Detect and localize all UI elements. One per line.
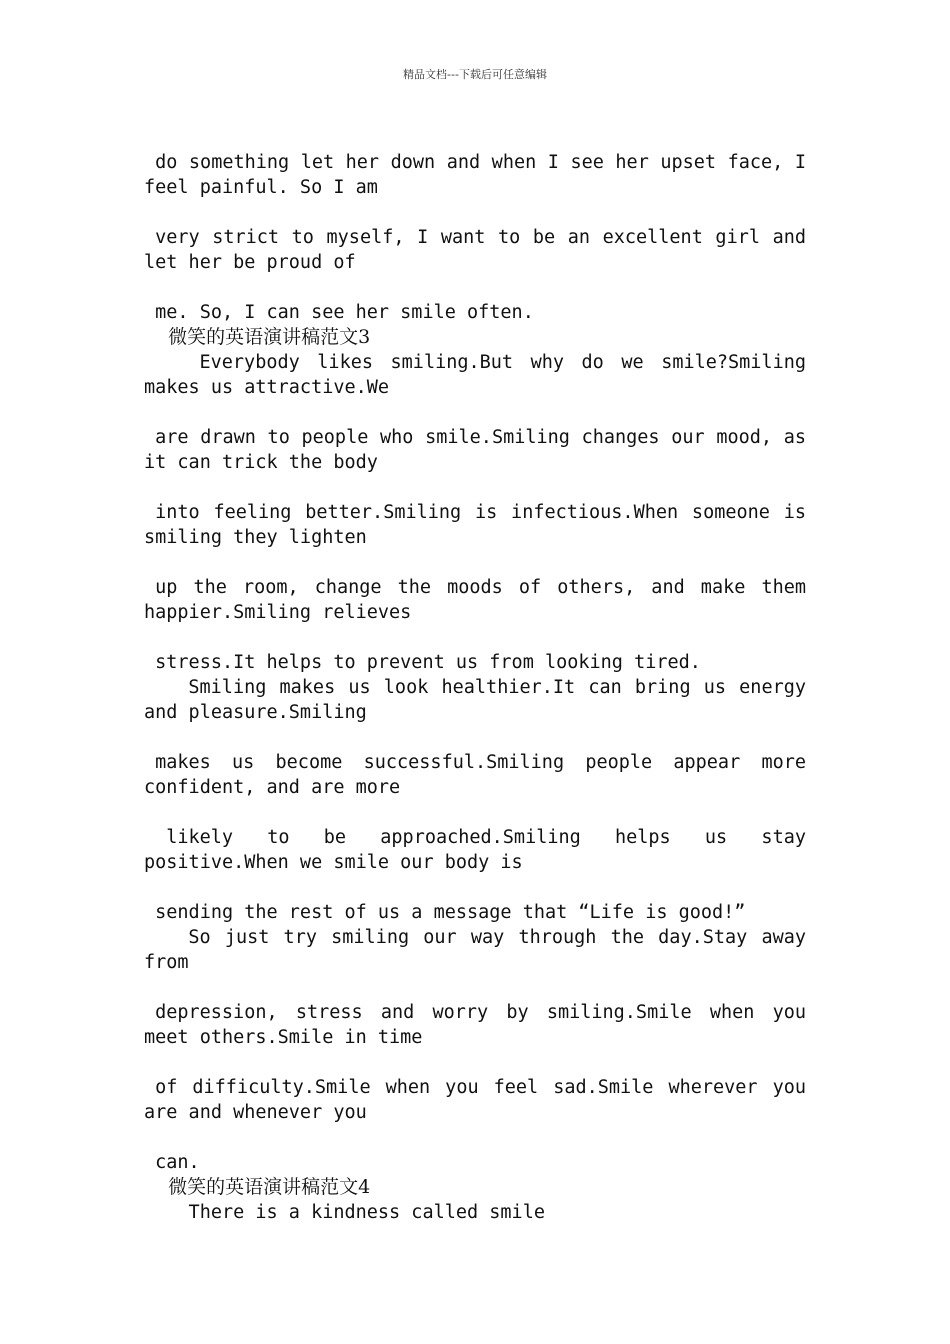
paragraph (144, 1150, 806, 1225)
paragraph-gap (144, 200, 806, 225)
text-line: of difficulty.Smile when you feel sad.Smile wherever you (155, 1077, 806, 1098)
text-line: There is a kindness called smile (144, 1202, 545, 1223)
text-line: very strict to myself, I want to be an excellent girl and (155, 227, 806, 248)
text-line: it can trick the body (144, 452, 378, 473)
paragraph (144, 150, 806, 200)
paragraph-gap (144, 625, 806, 650)
text-line: stress.It helps to prevent us from looking tired. (144, 652, 701, 673)
paragraph (144, 575, 806, 625)
text-line: can. (144, 1152, 200, 1173)
paragraph (144, 750, 806, 800)
text-line: depression, stress and worry by smiling.Smile when you (155, 1002, 806, 1023)
text-line: and pleasure.Smiling (144, 702, 367, 723)
text-line: Smiling makes us look healthier.It can bring us energy (188, 677, 806, 698)
paragraph-gap (144, 1050, 806, 1075)
paragraph-gap (144, 400, 806, 425)
text-line: let her be proud of (144, 252, 356, 273)
paragraph (144, 900, 806, 975)
paragraph (144, 1000, 806, 1050)
paragraph (144, 825, 806, 875)
section-heading: 微笑的英语演讲稿范文3 (144, 326, 371, 348)
text-line: into feeling better.Smiling is infectious.When someone is (155, 502, 806, 523)
text-line: from (144, 952, 189, 973)
text-line: Everybody likes smiling.But why do we smile?Smiling (199, 352, 806, 373)
section-heading: 微笑的英语演讲稿范文4 (144, 1176, 371, 1198)
text-line: are drawn to people who smile.Smiling changes our mood, as (155, 427, 806, 448)
text-line: up the room, change the moods of others, and make them (155, 577, 806, 598)
paragraph-gap (144, 975, 806, 1000)
paragraph (144, 300, 806, 400)
paragraph (144, 650, 806, 725)
text-line: So just try smiling our way through the day.Stay away (188, 927, 806, 948)
paragraph-gap (144, 725, 806, 750)
text-line: sending the rest of us a message that “Life is good!” (144, 902, 746, 923)
text-line: me. So, I can see her smile often. (144, 302, 534, 323)
text-line: happier.Smiling relieves (144, 602, 412, 623)
paragraph (144, 500, 806, 550)
paragraph (144, 1075, 806, 1125)
text-line: positive.When we smile our body is (144, 852, 523, 873)
paragraph-gap (144, 1125, 806, 1150)
text-line: are and whenever you (144, 1102, 367, 1123)
paragraph (144, 225, 806, 275)
page-header: 精品文档---下载后可任意编辑 (403, 68, 547, 81)
text-line: do something let her down and when I see her upset face, I (155, 152, 806, 173)
text-line: makes us attractive.We (144, 377, 390, 398)
text-line: likely to be approached.Smiling helps us stay (166, 827, 806, 848)
paragraph-gap (144, 875, 806, 900)
paragraph-gap (144, 550, 806, 575)
text-line: meet others.Smile in time (144, 1027, 423, 1048)
document-body (144, 150, 806, 1225)
paragraph-gap (144, 800, 806, 825)
paragraph-gap (144, 475, 806, 500)
text-line: makes us become successful.Smiling people appear more (155, 752, 806, 773)
text-line: feel painful. So I am (144, 177, 378, 198)
text-line: confident, and are more (144, 777, 401, 798)
paragraph-gap (144, 275, 806, 300)
paragraph (144, 425, 806, 475)
text-line: smiling they lighten (144, 527, 367, 548)
